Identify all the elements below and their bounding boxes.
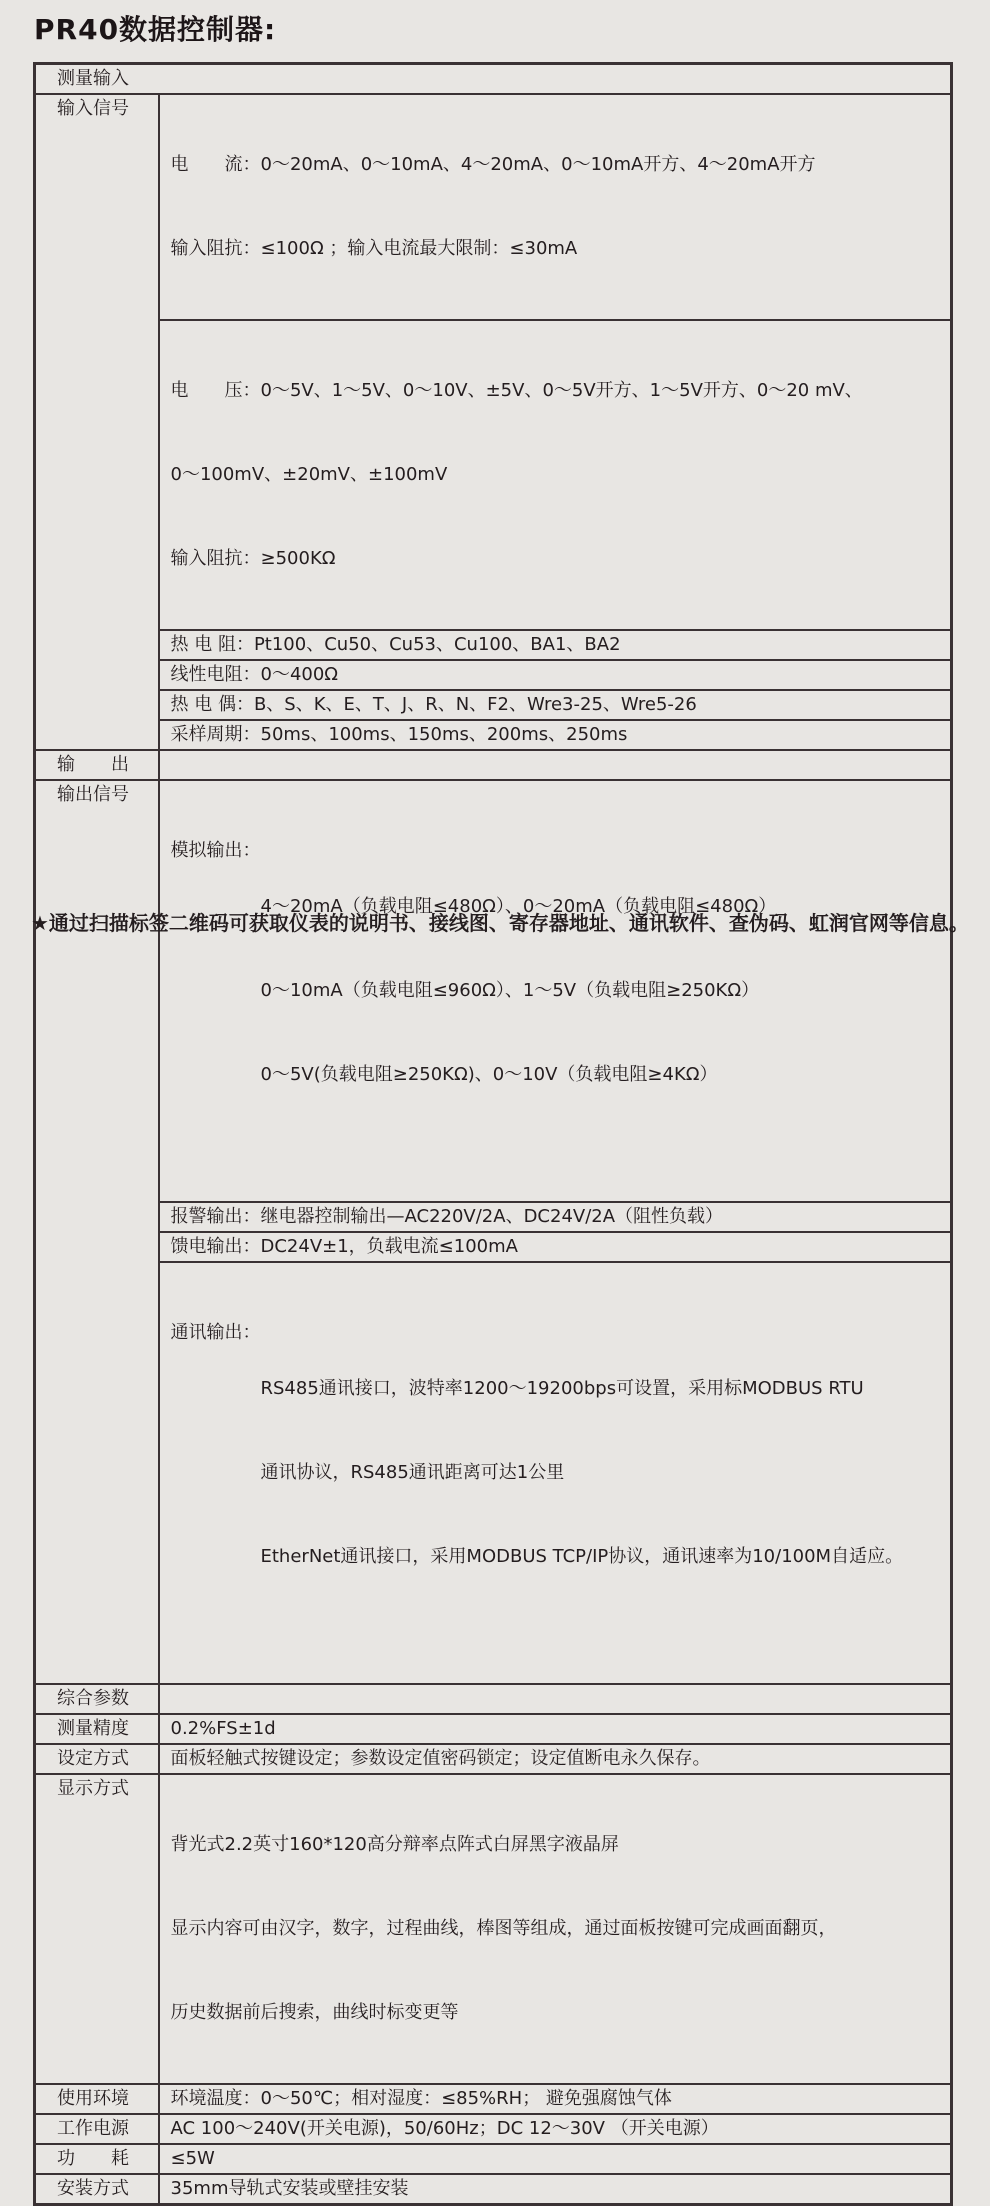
field-lines <box>261 837 948 1145</box>
row-label-setting: 设定方式 <box>35 1744 159 1774</box>
table-row <box>35 1684 952 1714</box>
section-header-general: 综合参数 <box>35 1684 159 1714</box>
table-row <box>35 1714 952 1744</box>
table-row <box>35 2084 952 2114</box>
table-row <box>35 750 952 780</box>
section-header-measure-input: 测量输入 <box>35 64 952 95</box>
hanging-block <box>171 1319 948 1627</box>
hanging-block <box>171 837 948 1145</box>
text-line: 电 流：0～20mA、0～10mA、4～20mA、0～10mA开方、4～20mA开方 <box>170 154 816 175</box>
cell-comm-output <box>159 1262 952 1684</box>
text-line: 0～10mA（负载电阻≤960Ω）、1～5V（负载电阻≥250KΩ） <box>260 980 760 1001</box>
table-row <box>35 1774 952 2084</box>
cell-voltage <box>159 320 952 630</box>
cell-analog-output <box>159 780 952 1202</box>
cell-sampling-period: 采样周期：50ms、100ms、150ms、200ms、250ms <box>159 720 952 750</box>
cell-feed-output: 馈电输出：DC24V±1，负载电流≤100mA <box>159 1232 952 1262</box>
table-row <box>35 660 952 690</box>
table-row <box>35 1744 952 1774</box>
row-label-power: 工作电源 <box>35 2114 159 2144</box>
text-line: 4～20mA（负载电阻≤480Ω）、0～20mA（负载电阻≤480Ω） <box>260 896 777 917</box>
cell-installation: 35mm导轨式安装或壁挂安装 <box>159 2174 952 2205</box>
text-line: 电 压：0～5V、1～5V、0～10V、±5V、0～5V开方、1～5V开方、0～20 mV、 <box>170 380 863 401</box>
text-line: 通讯协议，RS485通讯距离可达1公里 <box>260 1462 565 1483</box>
table-row <box>35 320 952 630</box>
text-line: 输入阻抗：≥500KΩ <box>170 548 336 569</box>
cell-display <box>159 1774 952 2084</box>
text-line: 历史数据前后搜索，曲线时标变更等 <box>170 2002 459 2023</box>
cell-accuracy: 0.2%FS±1d <box>159 1714 952 1744</box>
row-label-display: 显示方式 <box>35 1774 159 2084</box>
cell-current <box>159 94 952 320</box>
cell-setting: 面板轻触式按键设定；参数设定值密码锁定；设定值断电永久保存。 <box>159 1744 952 1774</box>
cell-linear-resistance: 线性电阻：0～400Ω <box>159 660 952 690</box>
text-line: 显示内容可由汉字，数字，过程曲线，棒图等组成，通过面板按键可完成画面翻页， <box>170 1918 837 1939</box>
cell-power: AC 100～240V(开关电源)，50/60Hz；DC 12～30V （开关电源） <box>159 2114 952 2144</box>
spec-table <box>33 62 953 2206</box>
text-line: RS485通讯接口，波特率1200～19200bps可设置，采用标MODBUS RTU <box>260 1378 864 1399</box>
text-line: 0～5V(负载电阻≥250KΩ)、0～10V（负载电阻≥4KΩ） <box>260 1064 718 1085</box>
text-line: EtherNet通讯接口，采用MODBUS TCP/IP协议，通讯速率为10/100M自适应。 <box>260 1546 904 1567</box>
text-line: 背光式2.2英寸160*120高分辩率点阵式白屏黑字液晶屏 <box>170 1834 619 1855</box>
table-row <box>35 2144 952 2174</box>
cell-thermocouple: 热 电 偶：B、S、K、E、T、J、R、N、F2、Wre3-25、Wre5-26 <box>159 690 952 720</box>
table-row <box>35 720 952 750</box>
table-row <box>35 2114 952 2144</box>
row-label-environment: 使用环境 <box>35 2084 159 2114</box>
field-label: 模拟输出： <box>170 840 261 861</box>
row-label-installation: 安装方式 <box>35 2174 159 2205</box>
row-label-output-signal: 输出信号 <box>35 780 159 1684</box>
field-label: 通讯输出： <box>170 1322 261 1343</box>
table-row <box>35 690 952 720</box>
table-row <box>35 64 952 95</box>
field-lines <box>261 1319 948 1627</box>
row-label-consumption: 功 耗 <box>35 2144 159 2174</box>
table-row <box>35 780 952 1202</box>
footer-note: ★通过扫描标签二维码可获取仪表的说明书、接线图、寄存器地址、通讯软件、查伪码、虹润官网等信息。 <box>31 911 969 935</box>
text-line: 0～100mV、±20mV、±100mV <box>170 464 448 485</box>
row-label-accuracy: 测量精度 <box>35 1714 159 1744</box>
text-line: 输入阻抗：≤100Ω ；输入电流最大限制：≤30mA <box>170 238 578 259</box>
cell-environment: 环境温度：0～50℃；相对湿度：≤85%RH； 避免强腐蚀气体 <box>159 2084 952 2114</box>
cell-output-empty <box>159 750 952 780</box>
cell-rtd: 热 电 阻：Pt100、Cu50、Cu53、Cu100、BA1、BA2 <box>159 630 952 660</box>
page-title: PR40数据控制器: <box>34 13 277 46</box>
section-header-output: 输 出 <box>35 750 159 780</box>
table-row <box>35 1202 952 1232</box>
table-row <box>35 1232 952 1262</box>
cell-consumption: ≤5W <box>159 2144 952 2174</box>
table-row <box>35 630 952 660</box>
table-row <box>35 1262 952 1684</box>
table-row <box>35 94 952 320</box>
row-label-input-signal: 输入信号 <box>35 94 159 750</box>
table-row <box>35 2174 952 2205</box>
cell-general-empty <box>159 1684 952 1714</box>
cell-alarm-output: 报警输出：继电器控制输出—AC220V/2A、DC24V/2A（阻性负载） <box>159 1202 952 1232</box>
